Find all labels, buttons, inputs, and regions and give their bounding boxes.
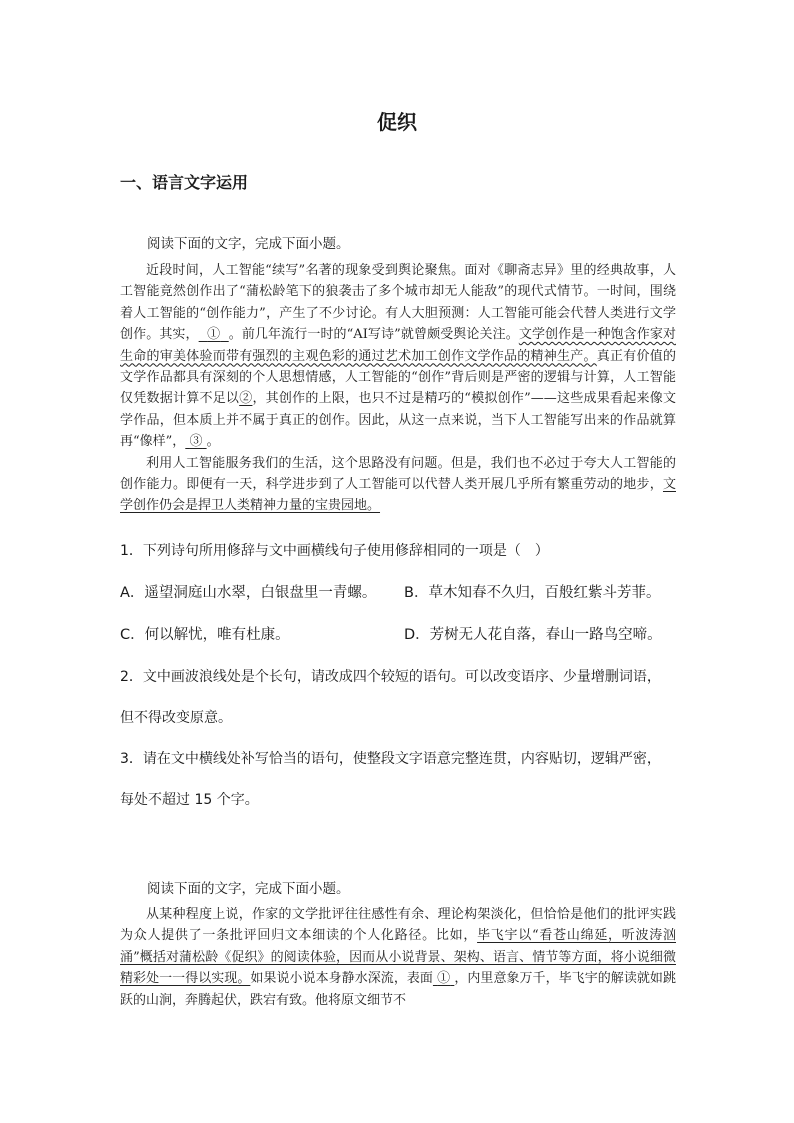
reading-passage-2 xyxy=(120,904,676,1011)
question-3-line-1: 3．请在文中横线处补写恰当的语句，使整段文字语意完整连贯，内容贴切，逻辑严密， xyxy=(120,751,661,767)
blank-1 xyxy=(199,327,229,342)
passage-text: ，其创作的上限，也只不过是精巧的“模拟创作”——这些成果看起来像文学作品，但本质上并不属于真正的创作。因此，从这一点来说，当下人工智能写出来的作品就算再“像样”， xyxy=(120,391,676,450)
passage-text: 如果说小说本身静水深流，表面 xyxy=(250,971,433,987)
option-a: A．遥望洞庭山水翠，白银盘里一青螺。 xyxy=(120,585,377,601)
blank-1 xyxy=(433,971,454,986)
passage-text: 。 xyxy=(206,434,220,450)
passage-text: ，内里意象万千，毕飞宇的解读就如跳跃的山涧，奔腾起伏，跌宕有致。他将原文细节不 xyxy=(120,971,676,1008)
section-heading: 一、语言文字运用 xyxy=(120,173,249,192)
blank-number: ② xyxy=(239,391,253,407)
wavy-underlined-sentence: 文学创作是一种饱含作家对生命的审美体验而带有强烈的主观色彩的通过艺术加工创作文学作品的精神生产。 xyxy=(120,327,676,364)
passage-paragraph xyxy=(120,904,676,1011)
passage-text: 近段时间，人工智能“续写”名著的现象受到舆论聚焦。面对《聊斋志异》里的经典故事，人工智能竟然创作出了“蒲松龄笔下的狼袭击了多个城市却无人能敌”的现代式情节。一时间，围绕着人工智能的“创作能力”，产生了不少讨论。有人大胆预测：人工智能可能会代替人类进行文学创作。其实， xyxy=(120,263,676,343)
passage-text: 。前几年流行一时的“AI写诗”就曾颇受舆论关注。 xyxy=(228,327,519,343)
passage-text: 从某种程度上说，作家的文学批评往往感性有余、理论构架淡化，但恰恰是他们的批评实践为众人提供了一条批评回归文本细读的个人化路径。比如， xyxy=(120,907,676,944)
underlined-sentence: 毕飞宇以“看苍山绵延，听波涛汹涌”概括对蒲松龄《促织》的阅读体验，因而从小说背景、架构、语言、情节等方面，将小说细微精彩处一一得以实现。 xyxy=(120,928,676,987)
question-2-line-1: 2．文中画波浪线处是个长句，请改成四个较短的语句。可以改变语序、少量增删词语， xyxy=(120,669,661,685)
passage-paragraph xyxy=(120,260,676,453)
underlined-sentence: 文学创作仍会是捍卫人类精神力量的宝贵园地。 xyxy=(120,477,676,514)
blank-number: ③ xyxy=(189,434,203,450)
blank-number: ① xyxy=(207,327,221,343)
question-3-line-2: 每处不超过 15 个字。 xyxy=(120,792,259,808)
option-c: C．何以解忧，唯有杜康。 xyxy=(120,627,290,643)
option-b: B．草木知春不久归，百般红紫斗芳菲。 xyxy=(404,585,661,601)
blank-2 xyxy=(239,391,252,406)
reading-passage xyxy=(120,260,676,517)
reading-intro: 阅读下面的文字，完成下面小题。 xyxy=(147,236,350,252)
blank-number: ① xyxy=(437,971,451,987)
passage-paragraph xyxy=(120,453,676,517)
passage-text: 利用人工智能服务我们的生活，这个思路没有问题。但是，我们也不必过于夸大人工智能的创作能力。即便有一天，科学进步到了人工智能可以代替人类开展几乎所有繁重劳动的地步， xyxy=(120,455,676,493)
passage-text: 真正有价值的文学作品都具有深刻的个人思想情感，人工智能的“创作”背后则是严密的逻辑与计算，人工智能仅凭数据计算不足以 xyxy=(120,348,676,407)
document-title: 促织 xyxy=(377,110,417,134)
option-d: D．芳树无人花自落，春山一路鸟空啼。 xyxy=(404,627,662,643)
blank-3 xyxy=(185,434,206,449)
question-2-line-2: 但不得改变原意。 xyxy=(120,710,232,726)
question-1: 1．下列诗句所用修辞与文中画横线句子使用修辞相同的一项是（ ） xyxy=(120,543,549,559)
reading-intro-2: 阅读下面的文字，完成下面小题。 xyxy=(147,881,350,897)
